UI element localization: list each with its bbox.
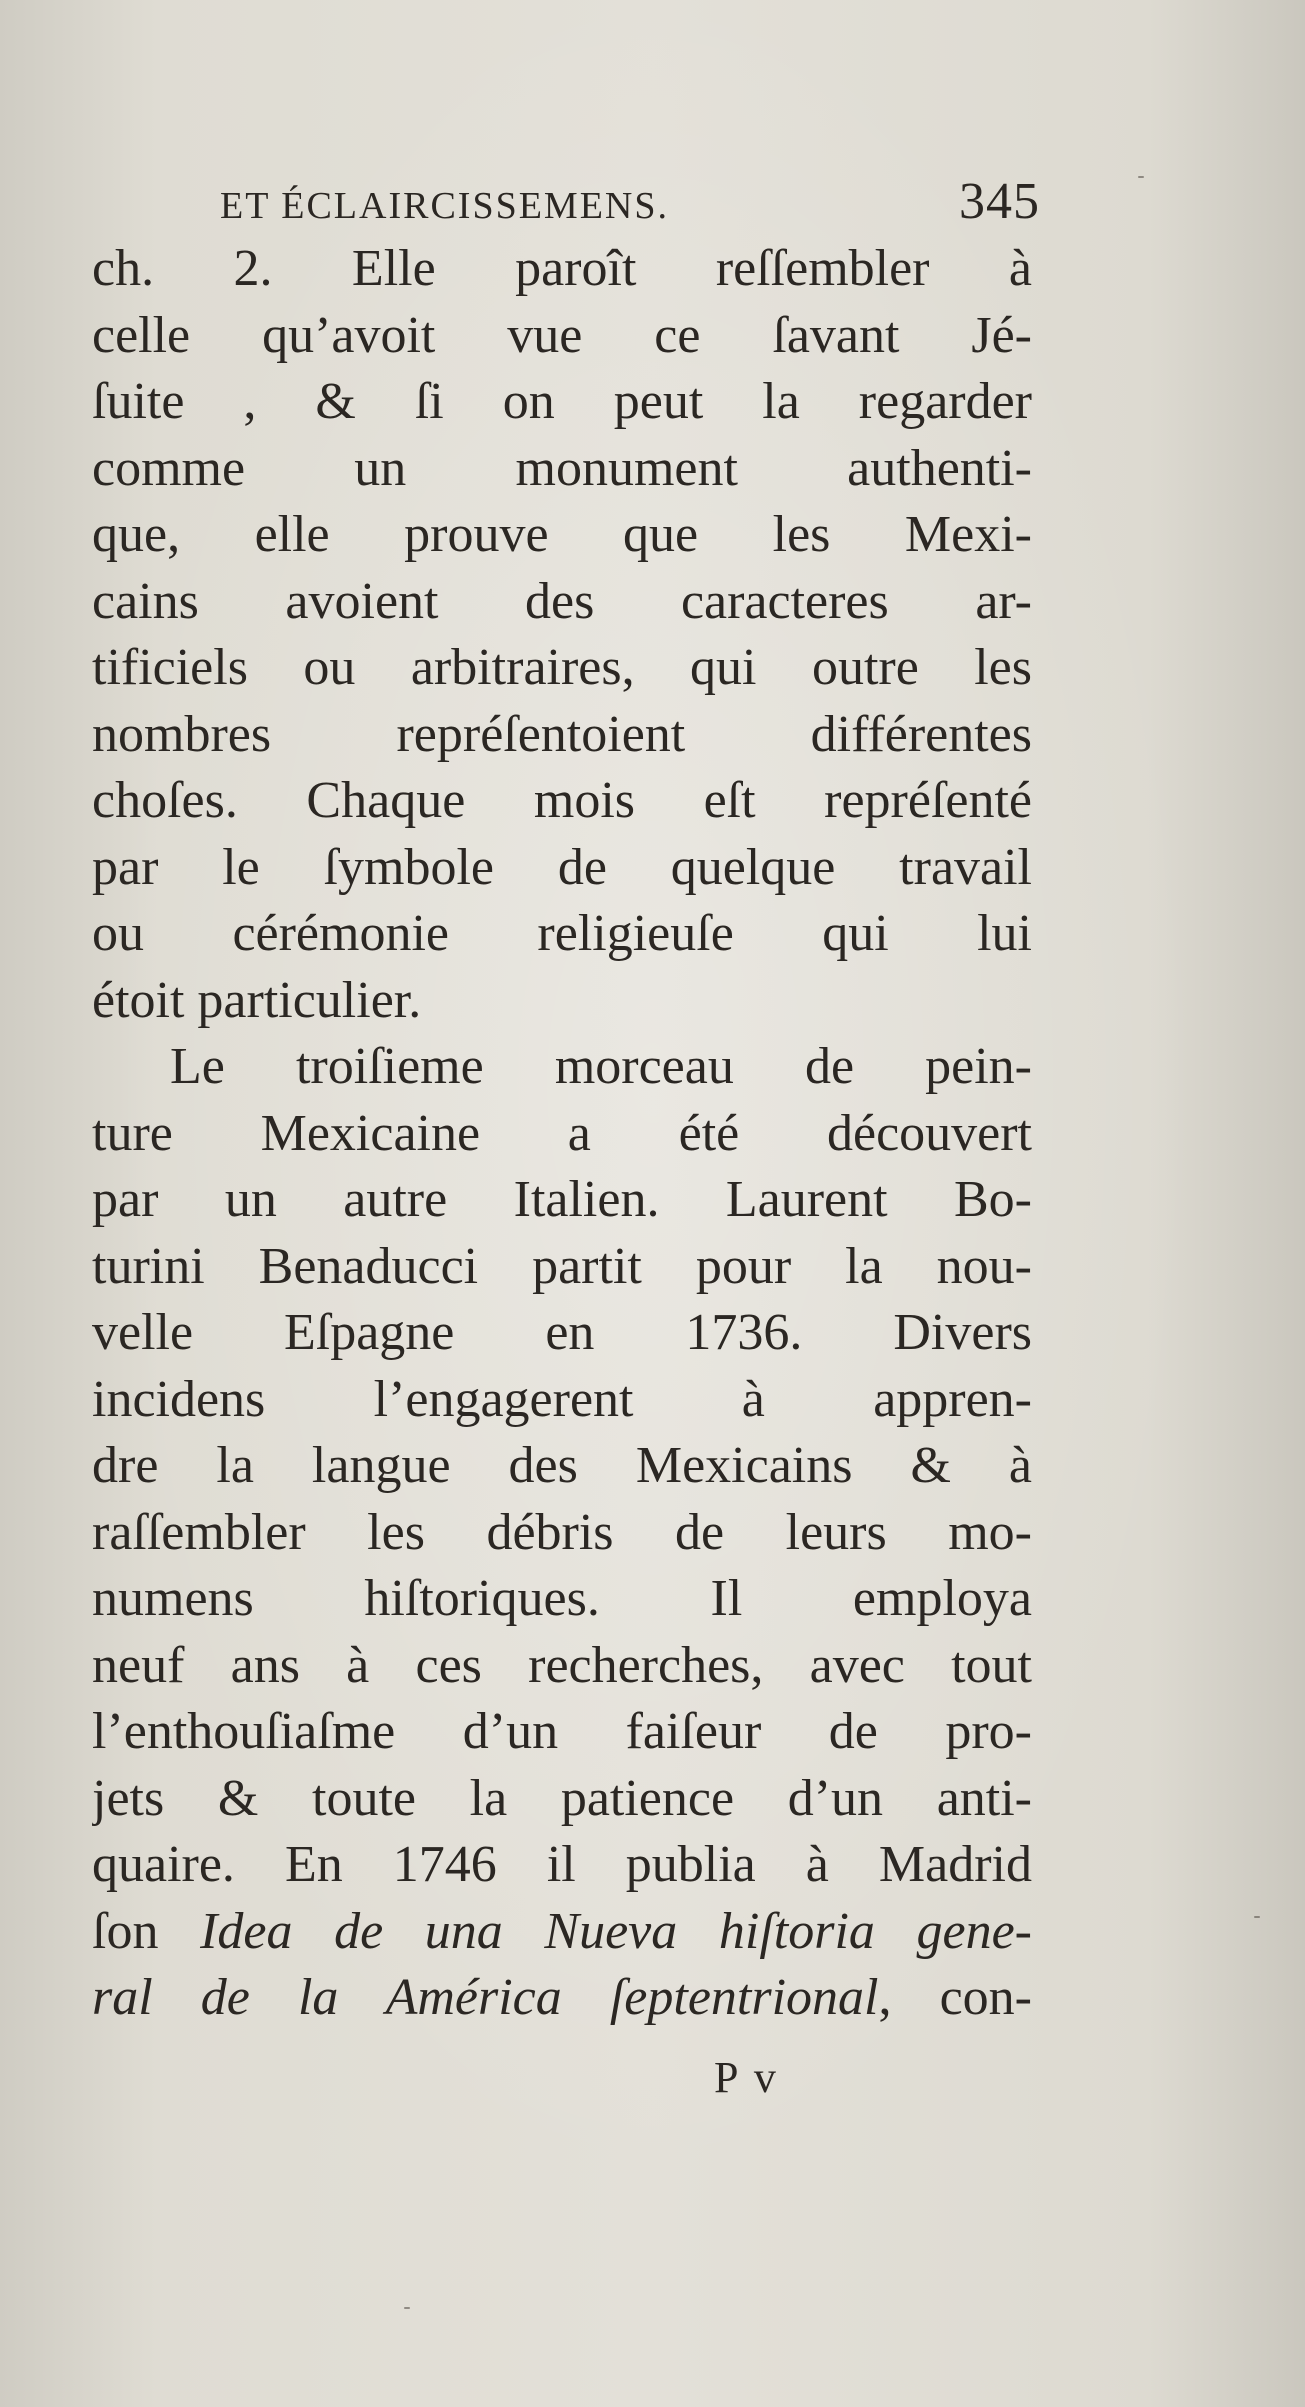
text-line-with-italic-title [92,1899,1032,1966]
text-line: tificiels ou arbitraires, qui outre les [92,639,1032,696]
text-line: ture Mexicaine a été découvert [92,1104,1032,1162]
text-line: raſſembler les débris de leurs mo- [92,1503,1032,1561]
text-line: neuf ans à ces recherches, avec tout [92,1636,1032,1694]
text-line: velle Eſpagne en 1736. Divers [92,1304,1032,1361]
text-line: l’enthouſiaſme d’un faiſeur de pro- [92,1703,1032,1760]
paper-speck [1254,1916,1260,1918]
paragraph-start-line: Le troiſieme morceau de pein- [170,1038,1032,1095]
text-line: incidens l’engagerent à appren- [92,1370,1032,1428]
book-title-italic: Idea de una Nueva hiſtoria gene- [200,1902,1032,1960]
text-line: comme un monument authenti- [92,439,1032,497]
book-title-italic: ral de la América ſeptentrional [92,1969,879,2026]
paper-speck [1138,176,1144,178]
text-line: numens hiſtoriques. Il employa [92,1570,1032,1627]
text-line-prefix: ſon [92,1902,201,1960]
running-head [220,172,1040,232]
text-line: celle qu’avoit vue ce ſavant Jé- [92,306,1032,364]
text-line: ou cérémonie religieuſe qui lui [92,905,1032,962]
text-line: quaire. En 1746 il publia à Madrid [92,1836,1032,1893]
text-line: nombres repréſentoient différentes [92,705,1032,763]
text-line: par le ſymbole de quelque travail [92,838,1032,896]
signature-mark: P v [714,2053,779,2102]
text-line: par un autre Italien. Laurent Bo- [92,1171,1032,1228]
paper-speck [404,2307,410,2309]
text-line-with-italic-title [92,1965,1032,2032]
text-line: que, elle prouve que les Mexi- [92,506,1032,563]
text-line: choſes. Chaque mois eſt repréſenté [92,772,1032,829]
text-line: turini Benaducci partit pour la nou- [92,1237,1032,1295]
body-text [92,236,1032,2032]
text-line: jets & toute la patience d’un anti- [92,1769,1032,1827]
text-line-suffix: , con- [878,1969,1032,2026]
page-number: 345 [959,173,1040,230]
text-line: cains avoient des caracteres ar- [92,572,1032,630]
text-line: étoit particulier. [92,971,422,1029]
running-title: ET ÉCLAIRCISSEMENS. [220,185,670,227]
text-line: ſuite , & ſi on peut la regarder [92,373,1032,430]
text-line: dre la langue des Mexicains & à [92,1437,1032,1494]
text-line: ch. 2. Elle paroît reſſembler à [92,240,1032,297]
